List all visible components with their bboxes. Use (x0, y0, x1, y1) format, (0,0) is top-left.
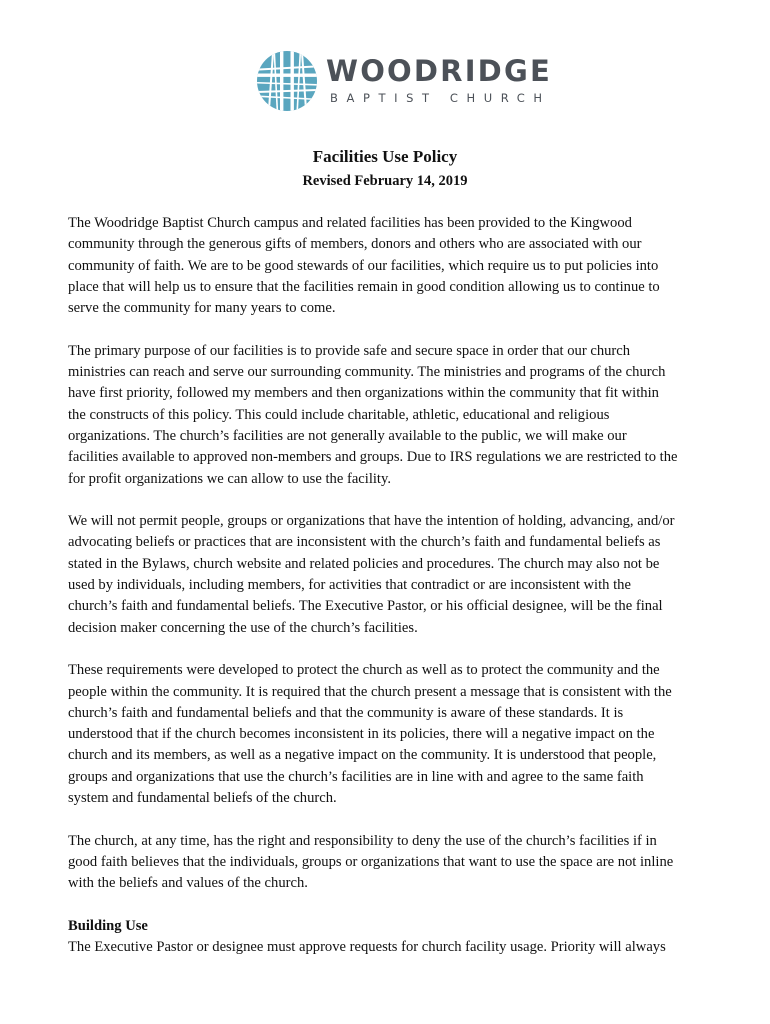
text-line: church’s faith and fundamental beliefs and that the community is aware of these standards. It is (68, 704, 624, 721)
text-line: place that will help us to ensure that the facilities remain in good condition allowing us to continue to (68, 278, 660, 295)
woodridge-cross-logo-icon (256, 50, 318, 112)
text-line: groups and organizations that use the church’s facilities are in line with and agree to the same faith (68, 768, 644, 785)
text-line: The Executive Pastor or designee must approve requests for church facility usage. Priority will always (68, 939, 666, 956)
paragraph-restrictions (68, 511, 708, 639)
text-line: for profit organizations we can allow to use the facility. (68, 470, 391, 487)
text-line: The Woodridge Baptist Church campus and related facilities has been provided to the Kingwood (68, 215, 632, 231)
section-heading: Building Use (68, 917, 148, 934)
text-line: We will not permit people, groups or organizations that have the intention of holding, advancing, and/or (68, 513, 675, 530)
text-line: organizations. The church’s facilities are not generally available to the public, we will make our (68, 427, 627, 444)
policy-body (68, 213, 708, 980)
text-line: ministries can reach and serve our surrounding community. The ministries and programs of the church (68, 364, 666, 381)
paragraph-requirements (68, 660, 708, 809)
text-line: The church, at any time, has the right and responsibility to deny the use of the church’s facilities if in (68, 832, 657, 849)
text-line: The primary purpose of our facilities is to provide safe and secure space in order that our church (68, 342, 631, 359)
paragraph-primary-purpose (68, 341, 708, 490)
text-line: understood that if the church becomes inconsistent in its policies, there will a negative impact on the (68, 726, 655, 743)
text-line: church’s faith and fundamental beliefs. The Executive Pastor, or his official designee, will be the final (68, 598, 663, 615)
text-line: serve the community for many years to come. (68, 300, 336, 317)
text-line: advocating beliefs or practices that are inconsistent with the church’s faith and fundamental beliefs as (68, 534, 661, 551)
text-line: community through the generous gifts of members, donors and others who are associated with our (68, 236, 642, 253)
text-line: system and fundamental beliefs of the church. (68, 790, 337, 807)
text-line: good faith believes that the individuals, groups or organizations that want to use the space are not inline (68, 853, 674, 870)
paragraph-right-to-deny (68, 831, 708, 895)
text-line: have first priority, followed my members and then organizations within the community that fit within (68, 385, 659, 402)
text-line: church and its members, as well as a negative impact on the community. It is understood that people, (68, 747, 657, 764)
paragraph-purpose-intro (68, 213, 708, 319)
section-building-use (68, 916, 708, 959)
revision-date: Revised February 14, 2019 (302, 173, 468, 189)
logo-name: WOODRIDGE (326, 54, 552, 88)
page-title: Facilities Use Policy (312, 147, 458, 166)
text-line: facilities available to approved non-members and groups. Due to IRS regulations we are restricted to the (68, 449, 678, 466)
text-line: decision maker concerning the use of the church’s facilities. (68, 619, 418, 636)
text-line: used by individuals, including members, for activities that contradict or are inconsistent with the (68, 577, 631, 594)
text-line: with the beliefs and values of the church. (68, 875, 308, 892)
text-line: stated in the Bylaws, church website and related policies and procedures. The church may also not be (68, 555, 660, 572)
text-line: community of faith. We are to be good stewards of our facilities, which require us to put policies into (68, 257, 659, 274)
text-line: the constructs of this policy. This could include charitable, athletic, educational and religious (68, 406, 610, 423)
text-line: people within the community. It is required that the church present a message that is consistent with the (68, 683, 672, 700)
logo-subtitle: BAPTIST CHURCH (330, 91, 551, 105)
text-line: These requirements were developed to protect the church as well as to protect the community and the (68, 662, 660, 679)
